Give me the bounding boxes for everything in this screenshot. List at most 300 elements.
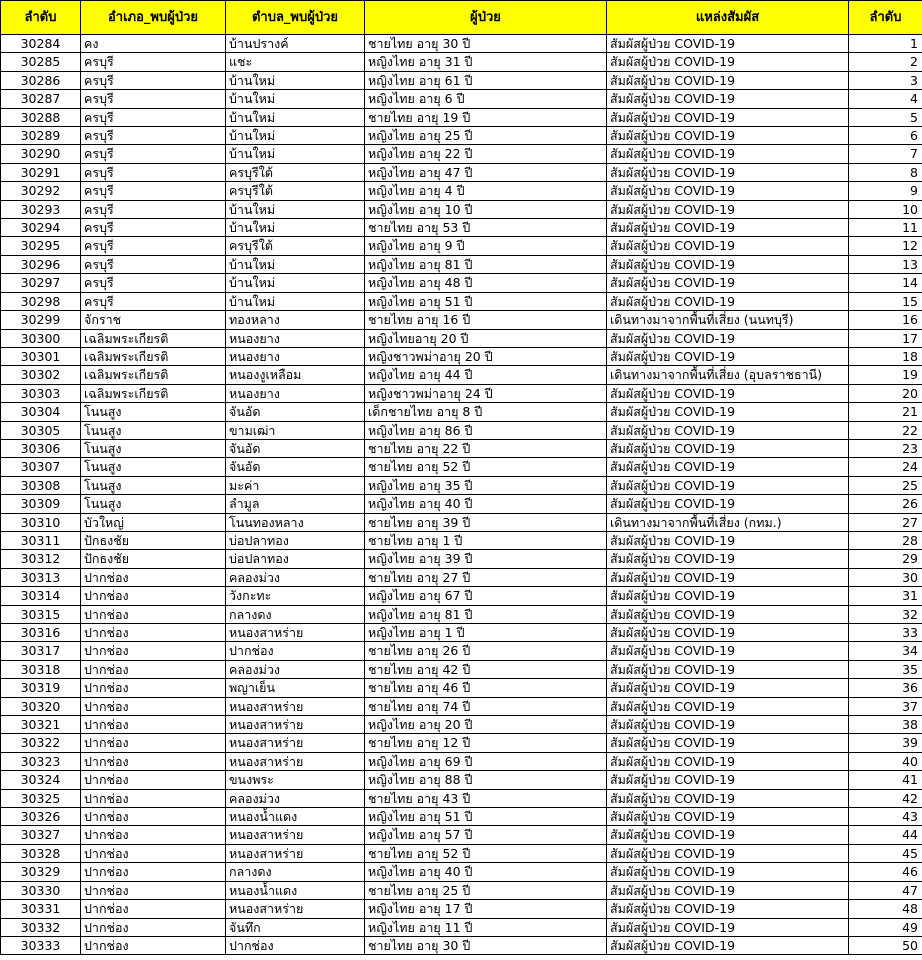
cell-contact-source: สัมผัสผู้ป่วย COVID-19 bbox=[607, 163, 849, 181]
table-row bbox=[1, 71, 922, 89]
table-row bbox=[1, 936, 922, 954]
cell-district: ปากช่อง bbox=[81, 679, 226, 697]
cell-patient: หญิงไทย อายุ 40 ปี bbox=[365, 495, 607, 513]
table-row bbox=[1, 734, 922, 752]
cell-patient: หญิงไทย อายุ 22 ปี bbox=[365, 145, 607, 163]
cell-seq: 30284 bbox=[1, 35, 81, 53]
cell-subdistrict: พญาเย็น bbox=[226, 679, 365, 697]
cell-patient: หญิงไทย อายุ 4 ปี bbox=[365, 182, 607, 200]
cell-contact-source: สัมผัสผู้ป่วย COVID-19 bbox=[607, 863, 849, 881]
cell-patient: หญิงไทย อายุ 44 ปี bbox=[365, 366, 607, 384]
cell-subdistrict: หนองยาง bbox=[226, 347, 365, 365]
cell-contact-source: สัมผัสผู้ป่วย COVID-19 bbox=[607, 624, 849, 642]
cell-subdistrict: ครบุรีใต้ bbox=[226, 182, 365, 200]
cell-order: 19 bbox=[849, 366, 922, 384]
table-row bbox=[1, 182, 922, 200]
cell-patient: หญิงไทย อายุ 1 ปี bbox=[365, 624, 607, 642]
cell-patient: ชายไทย อายุ 30 ปี bbox=[365, 35, 607, 53]
cell-patient: หญิงไทย อายุ 86 ปี bbox=[365, 421, 607, 439]
cell-seq: 30316 bbox=[1, 624, 81, 642]
table-row bbox=[1, 35, 922, 53]
cell-contact-source: สัมผัสผู้ป่วย COVID-19 bbox=[607, 292, 849, 310]
table-row bbox=[1, 568, 922, 586]
table-row bbox=[1, 752, 922, 770]
cell-district: ปากช่อง bbox=[81, 697, 226, 715]
cell-district: ครบุรี bbox=[81, 219, 226, 237]
table-header bbox=[1, 1, 922, 35]
cell-district: เฉลิมพระเกียรติ bbox=[81, 329, 226, 347]
cell-order: 3 bbox=[849, 71, 922, 89]
cell-order: 4 bbox=[849, 90, 922, 108]
cell-patient: หญิงไทย อายุ 9 ปี bbox=[365, 237, 607, 255]
table-row bbox=[1, 531, 922, 549]
cell-subdistrict: หนองน้ำแดง bbox=[226, 881, 365, 899]
cell-contact-source: สัมผัสผู้ป่วย COVID-19 bbox=[607, 716, 849, 734]
cell-district: ปากช่อง bbox=[81, 844, 226, 862]
cell-contact-source: สัมผัสผู้ป่วย COVID-19 bbox=[607, 53, 849, 71]
cell-district: โนนสูง bbox=[81, 439, 226, 457]
cell-subdistrict: บ่อปลาทอง bbox=[226, 550, 365, 568]
cell-order: 32 bbox=[849, 605, 922, 623]
cell-subdistrict: วังกะทะ bbox=[226, 587, 365, 605]
table-row bbox=[1, 697, 922, 715]
cell-patient: ชายไทย อายุ 22 ปี bbox=[365, 439, 607, 457]
cell-contact-source: สัมผัสผู้ป่วย COVID-19 bbox=[607, 384, 849, 402]
cell-district: โนนสูง bbox=[81, 421, 226, 439]
table-row bbox=[1, 255, 922, 273]
cell-seq: 30323 bbox=[1, 752, 81, 770]
cell-order: 22 bbox=[849, 421, 922, 439]
cell-order: 1 bbox=[849, 35, 922, 53]
cell-district: ปากช่อง bbox=[81, 789, 226, 807]
cell-seq: 30327 bbox=[1, 826, 81, 844]
cell-subdistrict: กลางดง bbox=[226, 605, 365, 623]
cell-order: 17 bbox=[849, 329, 922, 347]
cell-patient: หญิงไทย อายุ 20 ปี bbox=[365, 716, 607, 734]
cell-order: 30 bbox=[849, 568, 922, 586]
cell-district: ปากช่อง bbox=[81, 808, 226, 826]
cell-contact-source: เดินทางมาจากพื้นที่เสี่ยง (อุบลราชธานี) bbox=[607, 366, 849, 384]
table-row bbox=[1, 329, 922, 347]
cell-district: ปากช่อง bbox=[81, 881, 226, 899]
header-contact-source: แหล่งสัมผัส bbox=[607, 1, 849, 35]
table-row bbox=[1, 550, 922, 568]
cell-contact-source: สัมผัสผู้ป่วย COVID-19 bbox=[607, 752, 849, 770]
cell-subdistrict: คลองม่วง bbox=[226, 789, 365, 807]
cell-order: 10 bbox=[849, 200, 922, 218]
table-row bbox=[1, 826, 922, 844]
cell-contact-source: สัมผัสผู้ป่วย COVID-19 bbox=[607, 90, 849, 108]
cell-order: 2 bbox=[849, 53, 922, 71]
cell-subdistrict: ปากช่อง bbox=[226, 642, 365, 660]
table-row bbox=[1, 587, 922, 605]
cell-subdistrict: โนนทองหลาง bbox=[226, 513, 365, 531]
cell-contact-source: สัมผัสผู้ป่วย COVID-19 bbox=[607, 439, 849, 457]
cell-seq: 30294 bbox=[1, 219, 81, 237]
cell-order: 12 bbox=[849, 237, 922, 255]
cell-seq: 30312 bbox=[1, 550, 81, 568]
cell-district: ปากช่อง bbox=[81, 624, 226, 642]
cell-seq: 30317 bbox=[1, 642, 81, 660]
cell-subdistrict: บ้านใหม่ bbox=[226, 200, 365, 218]
cell-seq: 30305 bbox=[1, 421, 81, 439]
cell-district: บัวใหญ่ bbox=[81, 513, 226, 531]
cell-seq: 30291 bbox=[1, 163, 81, 181]
cell-order: 49 bbox=[849, 918, 922, 936]
cell-seq: 30315 bbox=[1, 605, 81, 623]
cell-order: 38 bbox=[849, 716, 922, 734]
cell-order: 25 bbox=[849, 476, 922, 494]
cell-district: ปากช่อง bbox=[81, 660, 226, 678]
cell-patient: ชายไทย อายุ 25 ปี bbox=[365, 881, 607, 899]
table-row bbox=[1, 513, 922, 531]
table-row bbox=[1, 863, 922, 881]
cell-district: ครบุรี bbox=[81, 71, 226, 89]
cell-district: ปากช่อง bbox=[81, 863, 226, 881]
cell-patient: ชายไทย อายุ 16 ปี bbox=[365, 311, 607, 329]
table-row bbox=[1, 808, 922, 826]
table-row bbox=[1, 145, 922, 163]
table-row bbox=[1, 421, 922, 439]
cell-order: 14 bbox=[849, 274, 922, 292]
cell-contact-source: สัมผัสผู้ป่วย COVID-19 bbox=[607, 900, 849, 918]
cell-patient: ชายไทย อายุ 27 ปี bbox=[365, 568, 607, 586]
cell-subdistrict: บ้านใหม่ bbox=[226, 145, 365, 163]
cell-subdistrict: บ่อปลาทอง bbox=[226, 531, 365, 549]
cell-patient: ชายไทย อายุ 43 ปี bbox=[365, 789, 607, 807]
cell-subdistrict: บ้านใหม่ bbox=[226, 71, 365, 89]
cell-seq: 30285 bbox=[1, 53, 81, 71]
cell-seq: 30326 bbox=[1, 808, 81, 826]
table-row bbox=[1, 108, 922, 126]
cell-district: จักราช bbox=[81, 311, 226, 329]
cell-contact-source: สัมผัสผู้ป่วย COVID-19 bbox=[607, 182, 849, 200]
cell-district: ปากช่อง bbox=[81, 605, 226, 623]
cell-order: 41 bbox=[849, 771, 922, 789]
cell-district: ครบุรี bbox=[81, 292, 226, 310]
cell-patient: หญิงชาวพม่าอายุ 24 ปี bbox=[365, 384, 607, 402]
cell-seq: 30314 bbox=[1, 587, 81, 605]
cell-seq: 30321 bbox=[1, 716, 81, 734]
cell-subdistrict: บ้านใหม่ bbox=[226, 108, 365, 126]
cell-order: 6 bbox=[849, 127, 922, 145]
cell-order: 40 bbox=[849, 752, 922, 770]
table-row bbox=[1, 90, 922, 108]
table-row bbox=[1, 403, 922, 421]
cell-district: โนนสูง bbox=[81, 458, 226, 476]
cell-contact-source: สัมผัสผู้ป่วย COVID-19 bbox=[607, 660, 849, 678]
cell-contact-source: เดินทางมาจากพื้นที่เสี่ยง (กทม.) bbox=[607, 513, 849, 531]
cell-order: 5 bbox=[849, 108, 922, 126]
cell-subdistrict: ปากช่อง bbox=[226, 936, 365, 954]
cell-contact-source: สัมผัสผู้ป่วย COVID-19 bbox=[607, 255, 849, 273]
cell-subdistrict: ครบุรีใต้ bbox=[226, 163, 365, 181]
cell-contact-source: เดินทางมาจากพื้นที่เสี่ยง (นนทบุรี) bbox=[607, 311, 849, 329]
cell-seq: 30301 bbox=[1, 347, 81, 365]
table-row bbox=[1, 771, 922, 789]
table-row bbox=[1, 127, 922, 145]
cell-order: 35 bbox=[849, 660, 922, 678]
cell-district: เฉลิมพระเกียรติ bbox=[81, 384, 226, 402]
cell-patient: ชายไทย อายุ 12 ปี bbox=[365, 734, 607, 752]
cell-order: 39 bbox=[849, 734, 922, 752]
cell-seq: 30311 bbox=[1, 531, 81, 549]
cell-order: 45 bbox=[849, 844, 922, 862]
cell-subdistrict: บ้านปรางค์ bbox=[226, 35, 365, 53]
table-row bbox=[1, 384, 922, 402]
cell-patient: หญิงไทย อายุ 67 ปี bbox=[365, 587, 607, 605]
table-row bbox=[1, 366, 922, 384]
cell-seq: 30298 bbox=[1, 292, 81, 310]
cell-subdistrict: จันทึก bbox=[226, 918, 365, 936]
cell-contact-source: สัมผัสผู้ป่วย COVID-19 bbox=[607, 145, 849, 163]
cell-subdistrict: หนองสาหร่าย bbox=[226, 734, 365, 752]
cell-contact-source: สัมผัสผู้ป่วย COVID-19 bbox=[607, 237, 849, 255]
table-row bbox=[1, 918, 922, 936]
cell-patient: เด็กชายไทย อายุ 8 ปี bbox=[365, 403, 607, 421]
cell-subdistrict: หนองสาหร่าย bbox=[226, 624, 365, 642]
cell-seq: 30322 bbox=[1, 734, 81, 752]
table-row bbox=[1, 476, 922, 494]
cell-seq: 30299 bbox=[1, 311, 81, 329]
cell-seq: 30292 bbox=[1, 182, 81, 200]
cell-contact-source: สัมผัสผู้ป่วย COVID-19 bbox=[607, 329, 849, 347]
cell-contact-source: สัมผัสผู้ป่วย COVID-19 bbox=[607, 808, 849, 826]
cell-subdistrict: หนองสาหร่าย bbox=[226, 826, 365, 844]
cell-district: ครบุรี bbox=[81, 53, 226, 71]
cell-seq: 30303 bbox=[1, 384, 81, 402]
cell-district: ปากช่อง bbox=[81, 734, 226, 752]
table-row bbox=[1, 200, 922, 218]
cell-patient: ชายไทย อายุ 46 ปี bbox=[365, 679, 607, 697]
cell-patient: ชายไทย อายุ 39 ปี bbox=[365, 513, 607, 531]
cell-order: 7 bbox=[849, 145, 922, 163]
cell-patient: หญิงไทย อายุ 25 ปี bbox=[365, 127, 607, 145]
cell-patient: หญิงไทย อายุ 39 ปี bbox=[365, 550, 607, 568]
cell-district: ครบุรี bbox=[81, 237, 226, 255]
cell-patient: หญิงไทย อายุ 17 ปี bbox=[365, 900, 607, 918]
cell-subdistrict: ทองหลาง bbox=[226, 311, 365, 329]
cell-subdistrict: จันอัด bbox=[226, 458, 365, 476]
header-row bbox=[1, 1, 922, 35]
cell-contact-source: สัมผัสผู้ป่วย COVID-19 bbox=[607, 108, 849, 126]
cell-subdistrict: หนองยาง bbox=[226, 329, 365, 347]
table-row bbox=[1, 274, 922, 292]
cell-order: 37 bbox=[849, 697, 922, 715]
cell-seq: 30288 bbox=[1, 108, 81, 126]
cell-order: 50 bbox=[849, 936, 922, 954]
cell-patient: หญิงไทย อายุ 10 ปี bbox=[365, 200, 607, 218]
cell-order: 15 bbox=[849, 292, 922, 310]
cell-order: 24 bbox=[849, 458, 922, 476]
cell-patient: หญิงไทย อายุ 81 ปี bbox=[365, 605, 607, 623]
cell-district: โนนสูง bbox=[81, 476, 226, 494]
cell-contact-source: สัมผัสผู้ป่วย COVID-19 bbox=[607, 274, 849, 292]
cell-subdistrict: หนองสาหร่าย bbox=[226, 716, 365, 734]
cell-district: ปากช่อง bbox=[81, 752, 226, 770]
cell-seq: 30295 bbox=[1, 237, 81, 255]
cell-patient: หญิงไทย อายุ 47 ปี bbox=[365, 163, 607, 181]
table-row bbox=[1, 347, 922, 365]
cell-patient: หญิงไทย อายุ 35 ปี bbox=[365, 476, 607, 494]
cell-seq: 30325 bbox=[1, 789, 81, 807]
cell-contact-source: สัมผัสผู้ป่วย COVID-19 bbox=[607, 200, 849, 218]
cell-order: 34 bbox=[849, 642, 922, 660]
cell-subdistrict: จันอัด bbox=[226, 403, 365, 421]
header-district: อำเภอ_พบผู้ป่วย bbox=[81, 1, 226, 35]
cell-district: ปากช่อง bbox=[81, 587, 226, 605]
table-row bbox=[1, 624, 922, 642]
header-order: ลำดับ bbox=[849, 1, 922, 35]
cell-order: 21 bbox=[849, 403, 922, 421]
cell-subdistrict: ขามเฒ่า bbox=[226, 421, 365, 439]
cell-order: 11 bbox=[849, 219, 922, 237]
cell-patient: ชายไทย อายุ 53 ปี bbox=[365, 219, 607, 237]
cell-subdistrict: บ้านใหม่ bbox=[226, 255, 365, 273]
cell-patient: หญิงไทย อายุ 81 ปี bbox=[365, 255, 607, 273]
cell-order: 9 bbox=[849, 182, 922, 200]
cell-contact-source: สัมผัสผู้ป่วย COVID-19 bbox=[607, 918, 849, 936]
table-row bbox=[1, 439, 922, 457]
table-row bbox=[1, 900, 922, 918]
cell-subdistrict: บ้านใหม่ bbox=[226, 274, 365, 292]
cell-seq: 30289 bbox=[1, 127, 81, 145]
cell-subdistrict: ครบุรีใต้ bbox=[226, 237, 365, 255]
cell-seq: 30329 bbox=[1, 863, 81, 881]
cell-contact-source: สัมผัสผู้ป่วย COVID-19 bbox=[607, 127, 849, 145]
cell-order: 18 bbox=[849, 347, 922, 365]
cell-patient: หญิงไทย อายุ 11 ปี bbox=[365, 918, 607, 936]
cell-contact-source: สัมผัสผู้ป่วย COVID-19 bbox=[607, 844, 849, 862]
cell-district: โนนสูง bbox=[81, 495, 226, 513]
cell-contact-source: สัมผัสผู้ป่วย COVID-19 bbox=[607, 771, 849, 789]
cell-patient: หญิงไทย อายุ 88 ปี bbox=[365, 771, 607, 789]
cell-seq: 30293 bbox=[1, 200, 81, 218]
cell-order: 8 bbox=[849, 163, 922, 181]
cell-district: ครบุรี bbox=[81, 182, 226, 200]
cell-seq: 30313 bbox=[1, 568, 81, 586]
cell-subdistrict: บ้านใหม่ bbox=[226, 219, 365, 237]
cell-patient: หญิงไทย อายุ 40 ปี bbox=[365, 863, 607, 881]
cell-subdistrict: หนองยาง bbox=[226, 384, 365, 402]
header-seq: ลำดับ bbox=[1, 1, 81, 35]
cell-contact-source: สัมผัสผู้ป่วย COVID-19 bbox=[607, 458, 849, 476]
cell-order: 31 bbox=[849, 587, 922, 605]
cell-order: 26 bbox=[849, 495, 922, 513]
table-row bbox=[1, 679, 922, 697]
header-subdistrict: ตำบล_พบผู้ป่วย bbox=[226, 1, 365, 35]
cell-contact-source: สัมผัสผู้ป่วย COVID-19 bbox=[607, 936, 849, 954]
cell-subdistrict: กลางดง bbox=[226, 863, 365, 881]
table-row bbox=[1, 219, 922, 237]
cell-order: 43 bbox=[849, 808, 922, 826]
cell-contact-source: สัมผัสผู้ป่วย COVID-19 bbox=[607, 642, 849, 660]
cell-district: ครบุรี bbox=[81, 90, 226, 108]
table-row bbox=[1, 292, 922, 310]
cell-order: 46 bbox=[849, 863, 922, 881]
cell-order: 33 bbox=[849, 624, 922, 642]
cell-contact-source: สัมผัสผู้ป่วย COVID-19 bbox=[607, 734, 849, 752]
cell-subdistrict: หนองสาหร่าย bbox=[226, 752, 365, 770]
cell-contact-source: สัมผัสผู้ป่วย COVID-19 bbox=[607, 495, 849, 513]
cell-district: ปากช่อง bbox=[81, 900, 226, 918]
cell-district: ครบุรี bbox=[81, 255, 226, 273]
cell-seq: 30287 bbox=[1, 90, 81, 108]
cell-order: 23 bbox=[849, 439, 922, 457]
cell-order: 20 bbox=[849, 384, 922, 402]
cell-seq: 30307 bbox=[1, 458, 81, 476]
cell-contact-source: สัมผัสผู้ป่วย COVID-19 bbox=[607, 605, 849, 623]
cell-district: ปากช่อง bbox=[81, 826, 226, 844]
cell-patient: ชายไทย อายุ 19 ปี bbox=[365, 108, 607, 126]
cell-subdistrict: คลองม่วง bbox=[226, 660, 365, 678]
cell-patient: ชายไทย อายุ 26 ปี bbox=[365, 642, 607, 660]
cell-subdistrict: หนองงูเหลือม bbox=[226, 366, 365, 384]
cell-seq: 30330 bbox=[1, 881, 81, 899]
cell-seq: 30331 bbox=[1, 900, 81, 918]
header-patient: ผู้ป่วย bbox=[365, 1, 607, 35]
cell-district: ปากช่อง bbox=[81, 716, 226, 734]
cell-patient: ชายไทย อายุ 1 ปี bbox=[365, 531, 607, 549]
cell-patient: ชายไทย อายุ 52 ปี bbox=[365, 844, 607, 862]
cell-seq: 30309 bbox=[1, 495, 81, 513]
cell-seq: 30324 bbox=[1, 771, 81, 789]
table-row bbox=[1, 163, 922, 181]
cell-contact-source: สัมผัสผู้ป่วย COVID-19 bbox=[607, 789, 849, 807]
cell-patient: หญิงไทย อายุ 48 ปี bbox=[365, 274, 607, 292]
cell-seq: 30300 bbox=[1, 329, 81, 347]
cell-district: เฉลิมพระเกียรติ bbox=[81, 366, 226, 384]
cell-order: 27 bbox=[849, 513, 922, 531]
table-row bbox=[1, 53, 922, 71]
cell-subdistrict: แชะ bbox=[226, 53, 365, 71]
cell-seq: 30310 bbox=[1, 513, 81, 531]
cell-order: 28 bbox=[849, 531, 922, 549]
cell-district: ครบุรี bbox=[81, 274, 226, 292]
table-row bbox=[1, 660, 922, 678]
cell-patient: ชายไทย อายุ 30 ปี bbox=[365, 936, 607, 954]
cell-patient: หญิงชาวพม่าอายุ 20 ปี bbox=[365, 347, 607, 365]
cell-patient: หญิงไทย อายุ 57 ปี bbox=[365, 826, 607, 844]
table-row bbox=[1, 844, 922, 862]
cell-order: 16 bbox=[849, 311, 922, 329]
cell-contact-source: สัมผัสผู้ป่วย COVID-19 bbox=[607, 476, 849, 494]
cell-seq: 30302 bbox=[1, 366, 81, 384]
cell-order: 13 bbox=[849, 255, 922, 273]
cell-contact-source: สัมผัสผู้ป่วย COVID-19 bbox=[607, 403, 849, 421]
cell-district: ปักธงชัย bbox=[81, 550, 226, 568]
table-row bbox=[1, 311, 922, 329]
cell-contact-source: สัมผัสผู้ป่วย COVID-19 bbox=[607, 679, 849, 697]
cell-contact-source: สัมผัสผู้ป่วย COVID-19 bbox=[607, 568, 849, 586]
cell-district: ปากช่อง bbox=[81, 568, 226, 586]
cell-seq: 30333 bbox=[1, 936, 81, 954]
table-row bbox=[1, 605, 922, 623]
cell-order: 42 bbox=[849, 789, 922, 807]
cell-patient: ชายไทย อายุ 74 ปี bbox=[365, 697, 607, 715]
cell-district: ปากช่อง bbox=[81, 936, 226, 954]
cell-patient: ชายไทย อายุ 52 ปี bbox=[365, 458, 607, 476]
cell-order: 29 bbox=[849, 550, 922, 568]
cell-seq: 30290 bbox=[1, 145, 81, 163]
cell-seq: 30319 bbox=[1, 679, 81, 697]
cell-patient: หญิงไทย อายุ 69 ปี bbox=[365, 752, 607, 770]
cell-subdistrict: ขนงพระ bbox=[226, 771, 365, 789]
cell-subdistrict: บ้านใหม่ bbox=[226, 90, 365, 108]
cell-order: 47 bbox=[849, 881, 922, 899]
cell-order: 44 bbox=[849, 826, 922, 844]
table-row bbox=[1, 642, 922, 660]
